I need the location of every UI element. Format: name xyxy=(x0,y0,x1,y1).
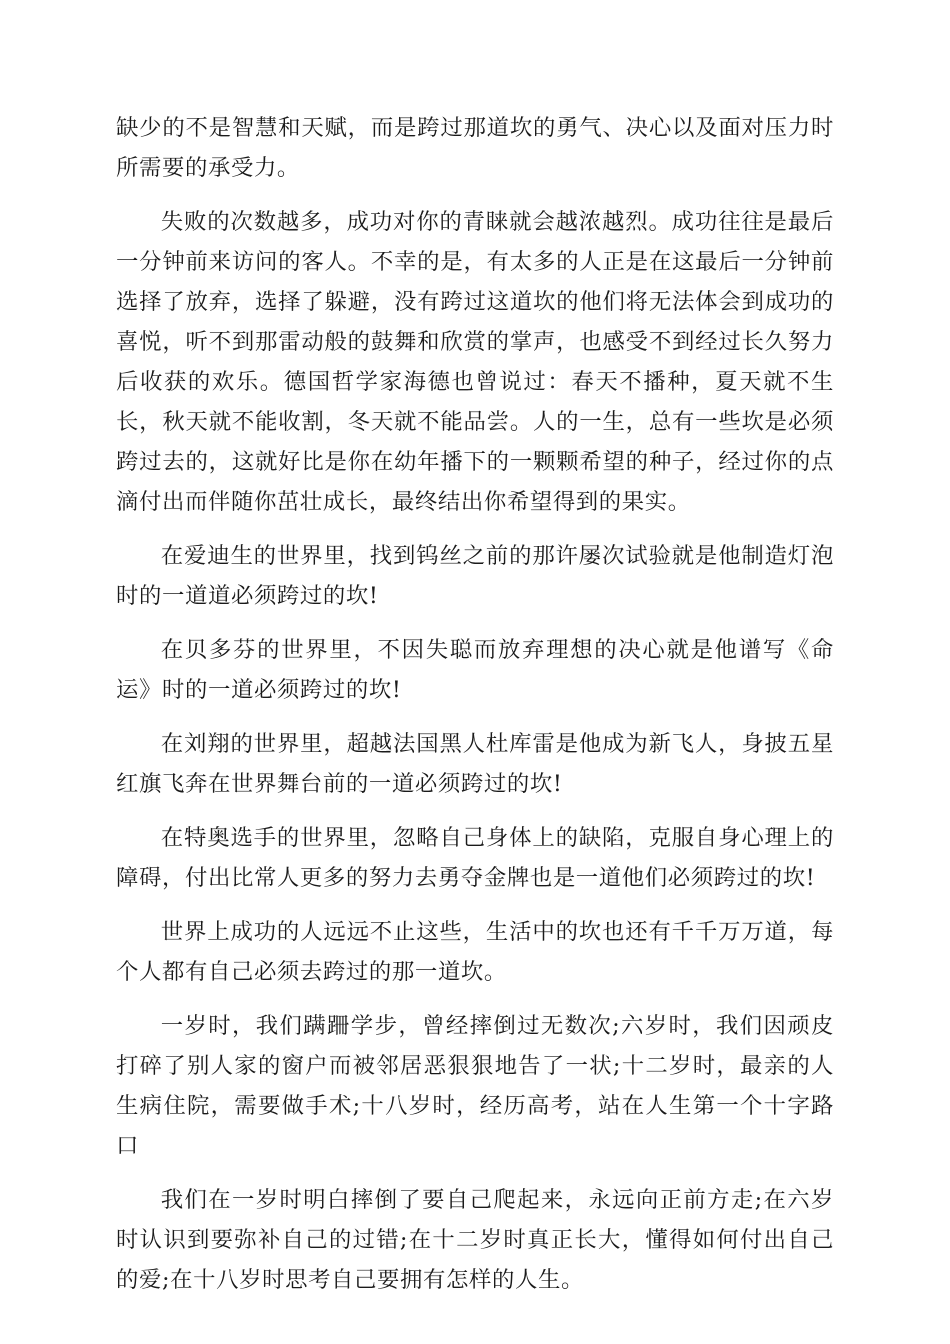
paragraph-1: 缺少的不是智慧和天赋，而是跨过那道坎的勇气、决心以及面对压力时所需要的承受力。 xyxy=(116,115,834,181)
paragraph-6: 在特奥选手的世界里，忽略自己身体上的缺陷，克服自身心理上的障碍，付出比常人更多的努力去勇夺金牌也是一道他们必须跨过的坎! xyxy=(116,825,834,891)
paragraph-9: 我们在一岁时明白摔倒了要自己爬起来，永远向正前方走;在六岁时认识到要弥补自己的过错;在十二岁时真正长大，懂得如何付出自己的爱;在十八岁时思考自己要拥有怎样的人生。 xyxy=(116,1187,834,1293)
document-body xyxy=(116,108,834,1314)
paragraph-3: 在爱迪生的世界里，找到钨丝之前的那许屡次试验就是他制造灯泡时的一道道必须跨过的坎! xyxy=(116,543,834,609)
paragraph-2: 失败的次数越多，成功对你的青睐就会越浓越烈。成功往往是最后一分钟前来访问的客人。不幸的是，有太多的人正是在这最后一分钟前选择了放弃，选择了躲避，没有跨过这道坎的他们将无法体会到成功的喜悦，听不到那雷动般的鼓舞和欣赏的掌声，也感受不到经过长久努力后收获的欢乐。德国哲学家海德也曾说过：春天不播种，夏天就不生长，秋天就不能收割，冬天就不能品尝。人的一生，总有一些坎是必须跨过去的，这就好比是你在幼年播下的一颗颗希望的种子，经过你的点滴付出而伴随你茁壮成长，最终结出你希望得到的果实。 xyxy=(116,209,834,515)
paragraph-5: 在刘翔的世界里，超越法国黑人杜库雷是他成为新飞人，身披五星红旗飞奔在世界舞台前的一道必须跨过的坎! xyxy=(116,731,834,797)
paragraph-7: 世界上成功的人远远不止这些，生活中的坎也还有千千万万道，每个人都有自己必须去跨过的那一道坎。 xyxy=(116,919,834,985)
paragraph-4: 在贝多芬的世界里，不因失聪而放弃理想的决心就是他谱写《命运》时的一道必须跨过的坎! xyxy=(116,637,834,703)
paragraph-8: 一岁时，我们蹒跚学步，曾经摔倒过无数次;六岁时，我们因顽皮打碎了别人家的窗户而被邻居恶狠狠地告了一状;十二岁时，最亲的人生病住院，需要做手术;十八岁时，经历高考，站在人生第一个十字路口 xyxy=(116,1013,834,1159)
